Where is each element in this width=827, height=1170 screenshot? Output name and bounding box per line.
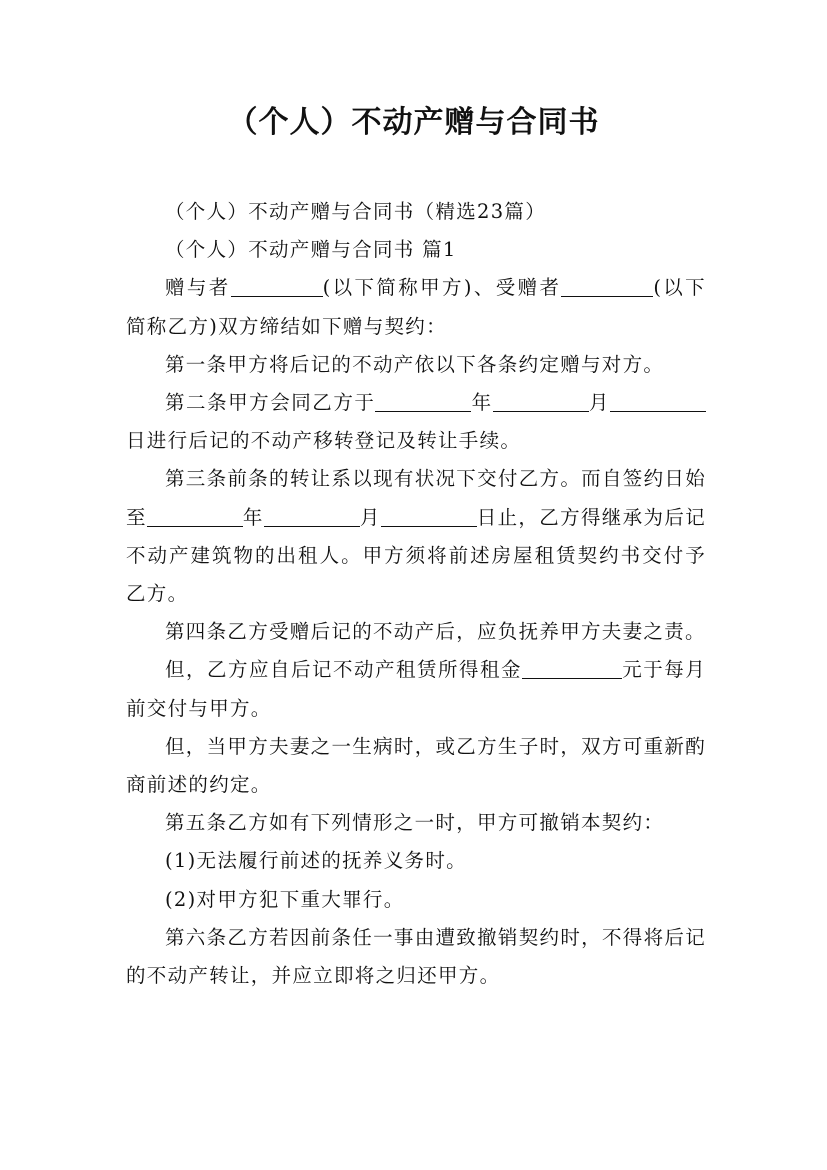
paragraph-article-2 <box>126 384 706 460</box>
paragraph-text: 第二条甲方会同乙方于 <box>165 391 376 415</box>
paragraph-text: 元于每月前交付与甲方。 <box>126 658 706 720</box>
blank-line <box>561 277 653 298</box>
blank-line <box>493 392 589 413</box>
paragraph-text: 月 <box>359 505 381 529</box>
paragraph-item-1 <box>126 842 706 880</box>
paragraph-rent <box>126 651 706 727</box>
paragraph-text: (1)无法履行前述的抚养义务时。 <box>165 849 467 873</box>
blank-line <box>381 506 477 527</box>
paragraph-article-6 <box>126 919 706 995</box>
paragraph-text: 日进行后记的不动产移转登记及转让手续。 <box>126 429 522 453</box>
paragraph-article-3 <box>126 460 706 613</box>
document-body <box>126 193 706 995</box>
paragraph-article-4 <box>126 613 706 651</box>
paragraph-text: 第四条乙方受赠后记的不动产后，应负抚养甲方夫妻之责。 <box>165 620 706 644</box>
paragraph-section-heading <box>126 231 706 269</box>
blank-line <box>610 392 706 413</box>
paragraph-item-2 <box>126 881 706 919</box>
paragraph-text: 第五条乙方如有下列情形之一时，甲方可撤销本契约： <box>165 811 665 835</box>
document-title: （个人）不动产赠与合同书 <box>227 105 600 140</box>
paragraph-text: (以下简称甲方)、受赠者 <box>322 276 562 300</box>
paragraph-article-1 <box>126 346 706 384</box>
paragraph-text: 第一条甲方将后记的不动产依以下各条约定赠与对方。 <box>165 352 665 376</box>
blank-line <box>264 506 360 527</box>
paragraph-text: 第三条前条的转让系以现有状况下交付乙方。而自签约日始至 <box>126 467 706 529</box>
paragraph-text: 年 <box>242 505 264 529</box>
paragraph-renegotiate <box>126 728 706 804</box>
blank-line <box>231 277 323 298</box>
paragraph-parties <box>126 269 706 345</box>
paragraph-text: (以下简称乙方)双方缔结如下赠与契约： <box>126 276 706 338</box>
paragraph-article-5 <box>126 804 706 842</box>
paragraph-text: 第六条乙方若因前条任一事由遭致撤销契约时，不得将后记的不动产转让，并应立即将之归还甲方。 <box>126 925 706 988</box>
paragraph-text: （个人）不动产赠与合同书 篇1 <box>165 238 457 262</box>
paragraph-text: 月 <box>588 391 610 415</box>
paragraph-subtitle <box>126 193 706 231</box>
paragraph-text: 但，当甲方夫妻之一生病时，或乙方生子时，双方可重新酌商前述的约定。 <box>126 734 706 797</box>
blank-line <box>147 506 243 527</box>
paragraph-text: 日止，乙方得继承为后记不动产建筑物的出租人。甲方须将前述房屋租赁契约书交付予乙方。 <box>126 505 706 606</box>
paragraph-text: 但，乙方应自后记不动产租赁所得租金 <box>165 658 522 682</box>
paragraph-text: 年 <box>471 391 493 415</box>
blank-line <box>522 659 622 680</box>
paragraph-text: （个人）不动产赠与合同书（精选23篇） <box>165 200 547 223</box>
blank-line <box>375 392 471 413</box>
paragraph-text: 赠与者 <box>165 276 231 300</box>
paragraph-text: (2)对甲方犯下重大罪行。 <box>165 887 405 911</box>
